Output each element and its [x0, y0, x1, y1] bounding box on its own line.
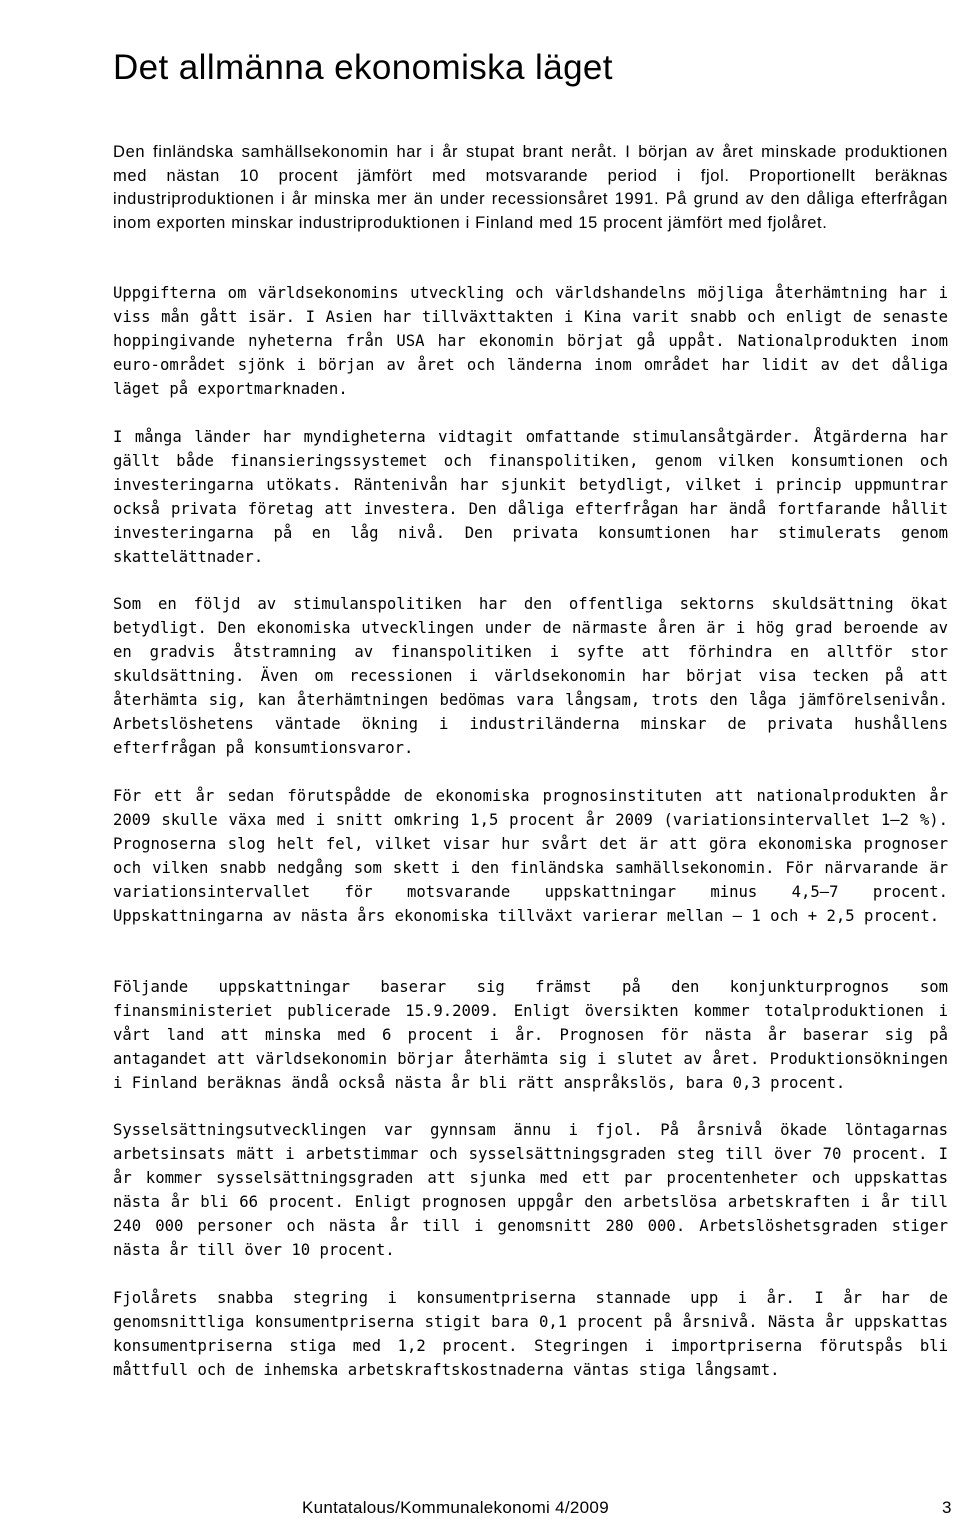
paragraph-consumer-prices: Fjolårets snabba stegring i konsumentpriserna stannade upp i år. I år har de genomsnittliga konsumentpriserna stigit bara 0,1 procent på årsnivå. Nästa år uppskattas konsumentpriserna stiga med 1,2 procent. Stegringen i importpriserna förutspås bli måttfull och de inhemska arbetskraftskostnaderna väntas stiga långsamt. — [113, 1289, 948, 1379]
footer-page-number: 3 — [942, 1498, 952, 1517]
paragraph-public-debt: Som en följd av stimulanspolitiken har den offentliga sektorns skuldsättning ökat betydligt. Den ekonomiska utvecklingen under de närmaste åren är i hög grad beroende av en gradvis åtstramning av finanspolitiken i syfte att förhindra en alltför stor skuldsättning. Även om recessionen i världsekonomin har börjat visa tecken på att återhämta sig, kan återhämtningen bedömas vara långsam, trots den låga jämförelsenivån. Arbetslöshetens väntade ökning i industriländerna minskar de privata hushållens efterfrågan på konsumtionsvaror. — [113, 595, 948, 757]
page-title: Det allmänna ekonomiska läget — [113, 48, 613, 87]
paragraph-estimates: Följande uppskattningar baserar sig främst på den konjunkturprognos som finansministeriet publicerade 15.9.2009. Enligt översikten kommer totalproduktionen i vårt land att minska med 6 procent i år. Prognosen för nästa år baserar sig på antagandet att världsekonomin börjar återhämta sig i slutet av året. Produktionsökningen i Finland beräknas ändå också nästa år bli rätt anspråkslös, bara 0,3 procent. — [113, 978, 948, 1092]
paragraph-employment: Sysselsättningsutvecklingen var gynnsam ännu i fjol. På årsnivå ökade löntagarnas arbetsinsats mätt i arbetstimmar och sysselsättningsgraden steg till över 70 procent. I år kommer sysselsättningsgraden att sjunka med ett par procentenheter och uppskattas nästa år bli 66 procent. Enligt prognosen uppgår den arbetslösa arbetskraften i år till 240 000 personer och nästa år till i genomsnitt 280 000. Arbetslöshetsgraden stiger nästa år till över 10 procent. — [113, 1121, 948, 1259]
paragraph-intro: Den finländska samhällsekonomin har i år stupat brant neråt. I början av året minskade produktionen med nästan 10 procent jämfört med motsvarande period i fjol. Proportionellt beräknas industriproduktionen i år minska mer än under recessionsåret 1991. På grund av den dåliga efterfrågan inom exporten minskar industriproduktionen i Finland med 15 procent jämfört med fjolåret. — [113, 143, 948, 232]
footer-publication: Kuntatalous/Kommunalekonomi 4/2009 — [302, 1498, 609, 1517]
paragraph-stimulus: I många länder har myndigheterna vidtagit omfattande stimulansåtgärder. Åtgärderna har gällt både finansieringssystemet och finanspolitiken, genom vilken konsumtionen och investeringarna utökats. Räntenivån har sjunkit betydligt, vilket i princip uppmuntrar också privata företag att investera. Den dåliga efterfrågan har ändå fortfarande hållit investeringarna på en låg nivå. Den privata konsumtionen har stimulerats genom skattelättnader. — [113, 428, 948, 566]
paragraph-world-economy: Uppgifterna om världsekonomins utveckling och världshandelns möjliga återhämtning har i viss mån gått isär. I Asien har tillväxttakten i Kina varit snabb och enligt de senaste hoppingivande nyheterna från USA har ekonomin börjat gå uppåt. Nationalprodukten inom euro-området sjönk i början av året och länderna inom området har lidit av det dåliga läget på exportmarknaden. — [113, 284, 948, 398]
paragraph-forecasts: För ett år sedan förutspådde de ekonomiska prognosinstituten att nationalprodukten år 2009 skulle växa med i snitt omkring 1,5 procent år 2009 (variationsintervallet 1—2 %). Prognoserna slog helt fel, vilket visar hur svårt det är att göra ekonomiska prognoser och vilken snabb nedgång som skett i den finländska samhällsekonomin. För närvarande är variationsintervallet för motsvarande uppskattningar minus 4,5—7 procent. Uppskattningarna av nästa års ekonomiska tillväxt varierar mellan — 1 och + 2,5 procent. — [113, 787, 948, 925]
